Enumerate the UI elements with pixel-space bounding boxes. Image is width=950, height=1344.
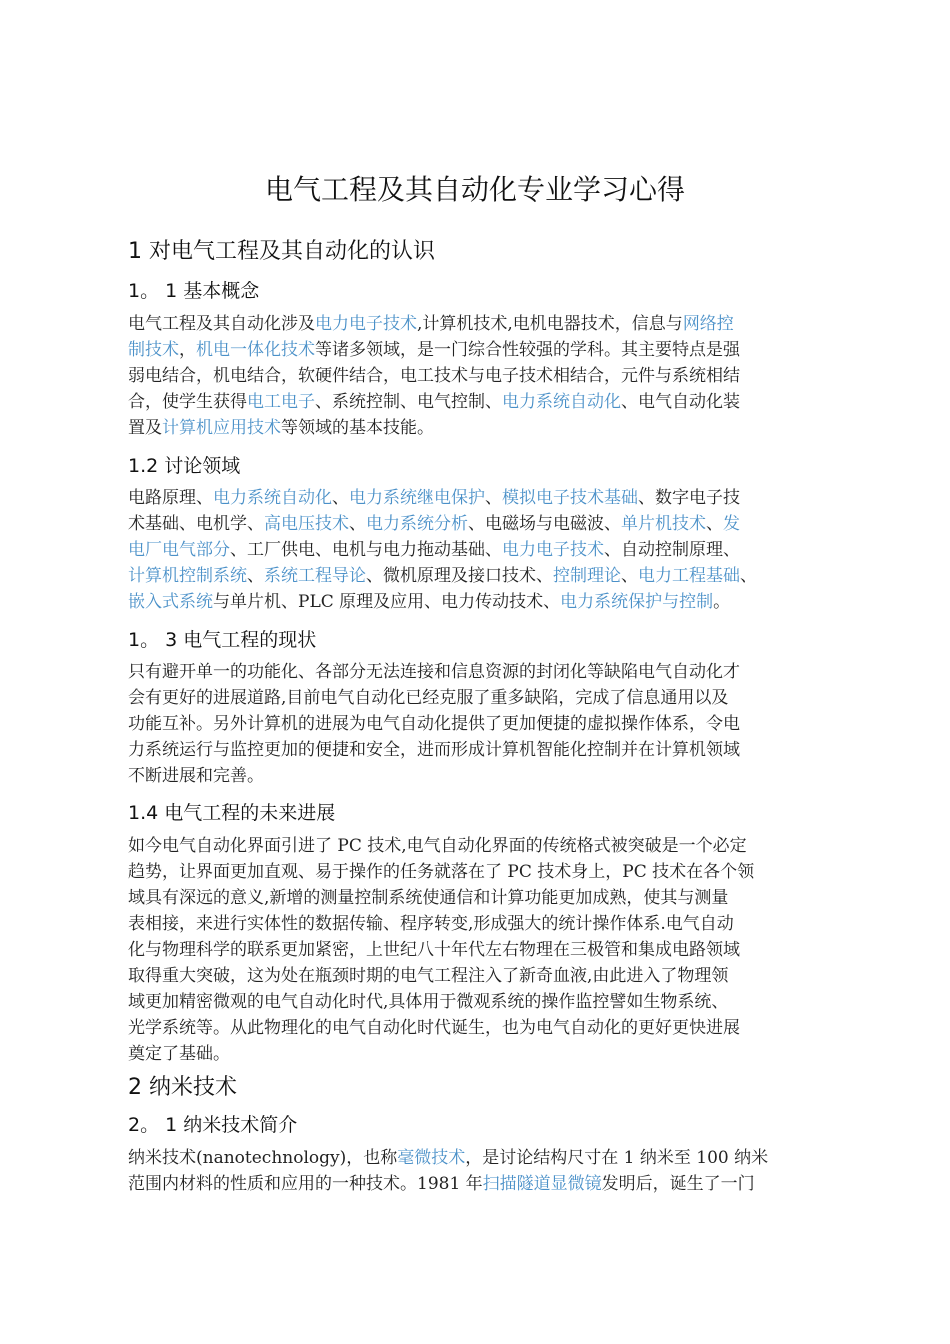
hyperlink[interactable]: 机电一体化技术: [196, 340, 315, 360]
paragraph-line: [128, 1171, 828, 1197]
hyperlink[interactable]: 毫微技术: [397, 1148, 466, 1168]
text-run: 功能互补。另外计算机的进展为电气自动化提供了更加便捷的虚拟操作体系，令电: [128, 714, 740, 734]
text-run: 不断进展和完善。: [128, 766, 264, 786]
paragraph-line: [128, 563, 828, 589]
subsection-heading-1-1: 1。 1 基本概念: [128, 280, 260, 302]
paragraph-future-development: [128, 833, 828, 1067]
hyperlink[interactable]: 网络控: [682, 314, 734, 334]
text-run: 取得重大突破，这为处在瓶颈时期的电气工程注入了新奇血液,由此进入了物理领: [128, 966, 729, 986]
text-run: 合，使学生获得: [128, 392, 247, 412]
text-run: 趋势，让界面更加直观、易于操作的任务就落在了 PC 技术身上，PC 技术在各个领: [128, 862, 755, 882]
paragraph-line: [128, 659, 828, 685]
paragraph-line: [128, 1015, 828, 1041]
text-run: 、数字电子技: [638, 488, 740, 508]
text-run: 力系统运行与监控更加的便捷和安全，进而形成计算机智能化控制并在计算机领域: [128, 740, 740, 760]
hyperlink[interactable]: 计算机控制系统: [128, 566, 247, 586]
text-run: 、: [485, 488, 502, 508]
text-run: 。: [713, 592, 731, 612]
text-run: 、: [706, 514, 723, 534]
text-run: 、: [621, 566, 638, 586]
hyperlink[interactable]: 控制理论: [553, 566, 621, 586]
text-run: ，是讨论结构尺寸在 1 纳米至 100 纳米: [465, 1148, 769, 1168]
hyperlink[interactable]: 单片机技术: [621, 514, 706, 534]
hyperlink[interactable]: 扫描隧道显微镜: [482, 1174, 602, 1194]
text-run: 纳米技术(nanotechnology)，也称: [128, 1148, 398, 1168]
hyperlink[interactable]: 制技术: [128, 340, 179, 360]
paragraph-current-status: [128, 659, 828, 789]
subsection-heading-2-1: 2。 1 纳米技术简介: [128, 1114, 298, 1136]
text-run: 域更加精密微观的电气自动化时代,具体用于微观系统的操作监控譬如生物系统、: [128, 992, 729, 1012]
paragraph-line: [128, 685, 828, 711]
paragraph-line: [128, 763, 828, 789]
text-run: 等诸多领域，是一门综合性较强的学科。其主要特点是强: [315, 340, 740, 360]
text-run: 、自动控制原理、: [604, 540, 740, 560]
text-run: 如今电气自动化界面引进了 PC 技术,电气自动化界面的传统格式被突破是一个必定: [128, 836, 747, 856]
paragraph-research-fields: [128, 485, 828, 615]
subsection-heading-1-4: 1.4 电气工程的未来进展: [128, 802, 336, 824]
paragraph-line: [128, 989, 828, 1015]
hyperlink[interactable]: 系统工程导论: [264, 566, 366, 586]
paragraph-line: [128, 485, 828, 511]
hyperlink[interactable]: 电力电子技术: [502, 540, 604, 560]
text-run: 化与物理科学的联系更加紧密，上世纪八十年代左右物理在三极管和集成电路领域: [128, 940, 740, 960]
hyperlink[interactable]: 电力系统分析: [366, 514, 468, 534]
subsection-heading-1-3: 1。 3 电气工程的现状: [128, 629, 317, 651]
hyperlink[interactable]: 电力工程基础: [638, 566, 740, 586]
text-run: 发明后，诞生了一门: [601, 1174, 755, 1194]
paragraph-line: [128, 311, 828, 337]
text-run: 、微机原理及接口技术、: [366, 566, 553, 586]
text-run: 、: [740, 566, 757, 586]
hyperlink[interactable]: 嵌入式系统: [128, 592, 213, 612]
paragraph-line: [128, 1145, 828, 1171]
text-run: 、系统控制、电气控制、: [315, 392, 502, 412]
section-heading-2: 2 纳米技术: [128, 1075, 237, 1100]
paragraph-line: [128, 589, 828, 615]
text-run: ,计算机技术,电机电器技术，信息与: [417, 314, 683, 334]
hyperlink[interactable]: 计算机应用技术: [162, 418, 281, 438]
hyperlink[interactable]: 电力系统自动化: [213, 488, 332, 508]
text-run: 电气工程及其自动化涉及: [128, 314, 315, 334]
text-run: 、: [349, 514, 366, 534]
paragraph-line: [128, 859, 828, 885]
paragraph-line: [128, 911, 828, 937]
text-run: ，: [179, 340, 196, 360]
paragraph-line: [128, 537, 828, 563]
hyperlink[interactable]: 电力系统继电保护: [349, 488, 485, 508]
text-run: 弱电结合，机电结合，软硬件结合，电工技术与电子技术相结合，元件与系统相结: [128, 366, 740, 386]
paragraph-line: [128, 711, 828, 737]
paragraph-line: [128, 363, 828, 389]
text-run: 只有避开单一的功能化、各部分无法连接和信息资源的封闭化等缺陷电气自动化才: [128, 662, 740, 682]
paragraph-nanotech-intro: [128, 1145, 828, 1197]
hyperlink[interactable]: 电力系统自动化: [502, 392, 621, 412]
paragraph-line: [128, 415, 828, 441]
text-run: 域具有深远的意义,新增的测量控制系统使通信和计算功能更加成熟，使其与测量: [128, 888, 729, 908]
section-heading-1: 1 对电气工程及其自动化的认识: [128, 239, 435, 264]
text-run: 表相接，来进行实体性的数据传输、程序转变,形成强大的统计操作体系.电气自动: [128, 914, 734, 934]
text-run: 、电气自动化装: [621, 392, 740, 412]
paragraph-line: [128, 885, 828, 911]
text-run: 电路原理、: [128, 488, 213, 508]
text-run: 奠定了基础。: [128, 1044, 230, 1064]
document-title: 电气工程及其自动化专业学习心得: [264, 173, 685, 206]
text-run: 、工厂供电、电机与电力拖动基础、: [230, 540, 502, 560]
hyperlink[interactable]: 模拟电子技术基础: [502, 488, 638, 508]
text-run: 光学系统等。从此物理化的电气自动化时代诞生，也为电气自动化的更好更快进展: [128, 1018, 740, 1038]
paragraph-line: [128, 737, 828, 763]
hyperlink[interactable]: 电工电子: [247, 392, 315, 412]
text-run: 等领域的基本技能。: [281, 418, 434, 438]
paragraph-line: [128, 337, 828, 363]
subsection-heading-1-2: 1.2 讨论领域: [128, 455, 241, 477]
hyperlink[interactable]: 电力系统保护与控制: [560, 592, 714, 612]
paragraph-line: [128, 1041, 828, 1067]
hyperlink[interactable]: 电力电子技术: [315, 314, 417, 334]
text-run: 范围内材料的性质和应用的一种技术。1981 年: [128, 1174, 483, 1194]
paragraph-basic-concepts: [128, 311, 828, 441]
text-run: 、: [332, 488, 349, 508]
hyperlink[interactable]: 发: [723, 514, 740, 534]
text-run: 、: [247, 566, 264, 586]
text-run: 与单片机、PLC 原理及应用、电力传动技术、: [213, 592, 561, 612]
paragraph-line: [128, 511, 828, 537]
text-run: 术基础、电机学、: [128, 514, 264, 534]
paragraph-line: [128, 833, 828, 859]
text-run: 置及: [128, 418, 162, 438]
hyperlink[interactable]: 高电压技术: [264, 514, 349, 534]
text-run: 、电磁场与电磁波、: [468, 514, 621, 534]
paragraph-line: [128, 389, 828, 415]
paragraph-line: [128, 963, 828, 989]
hyperlink[interactable]: 电厂电气部分: [128, 540, 230, 560]
paragraph-line: [128, 937, 828, 963]
text-run: 会有更好的进展道路,目前电气自动化已经克服了重多缺陷，完成了信息通用以及: [128, 688, 729, 708]
